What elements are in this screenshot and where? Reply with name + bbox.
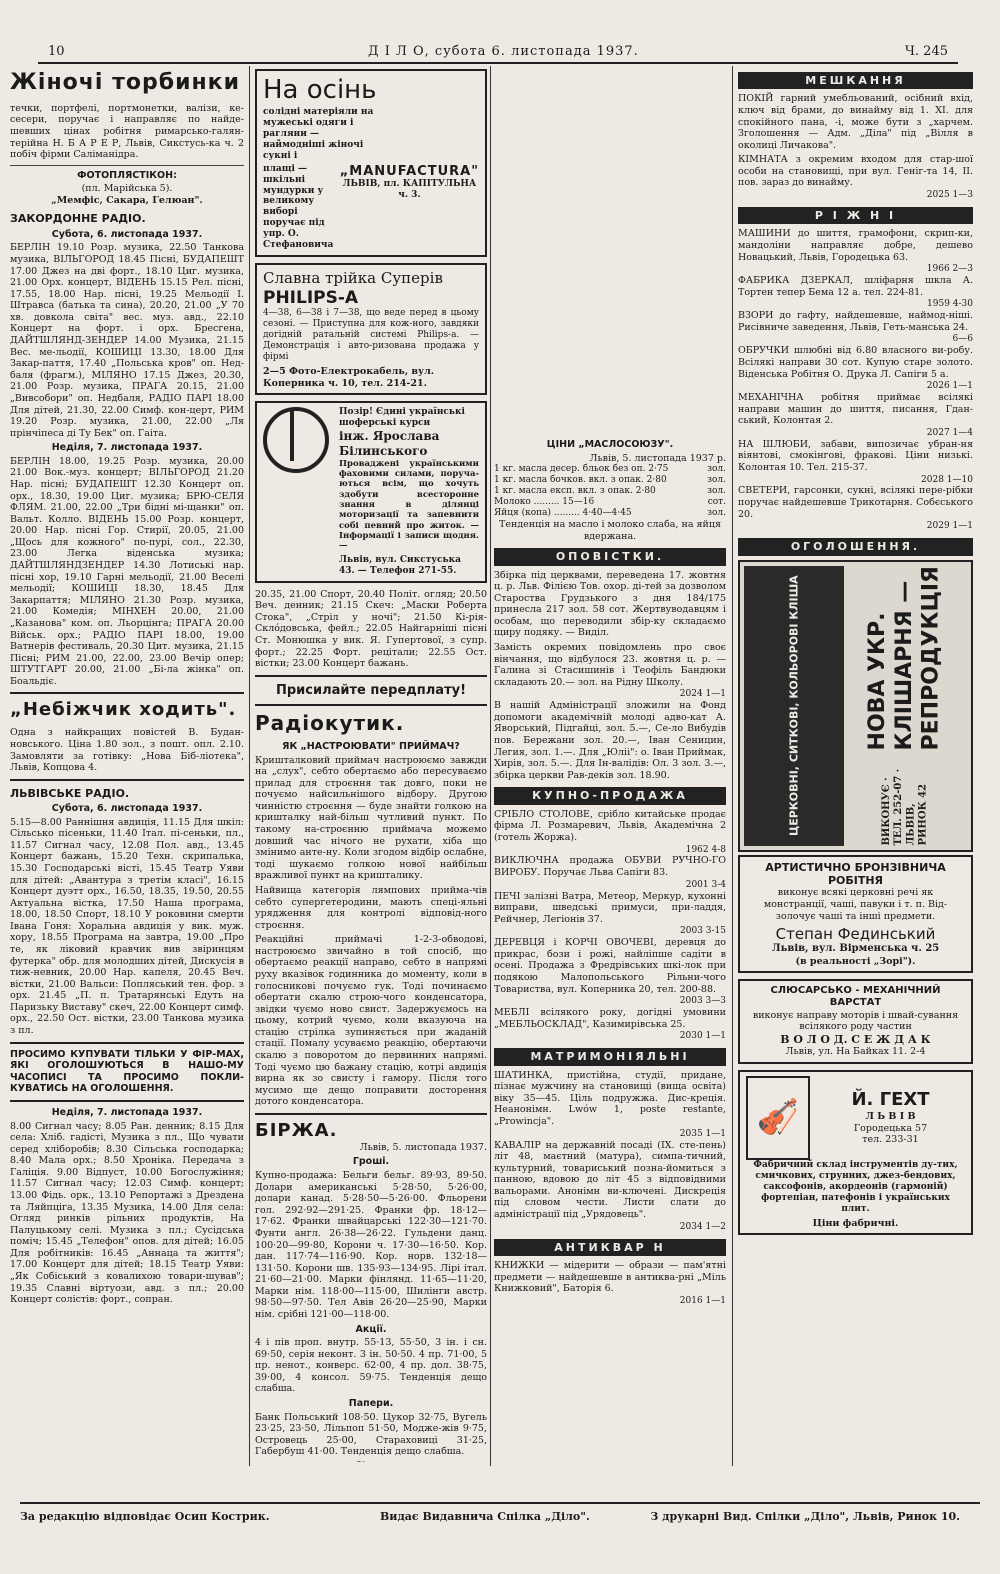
divider xyxy=(10,779,244,781)
product-unit: зол. xyxy=(707,475,726,486)
classified-item: КІМНАТА з окремим входом для стар-шої особи на становищі, при вул. Геніг-та 14, ІІ. пов. зараз до винайму. xyxy=(738,154,973,189)
violin-icon: 🎻 xyxy=(746,1076,810,1160)
radio-corner-p3: Реакційні приймачі 1-2-3-обводові, настроюємо звичайно в той спосіб, що обертаємо реакції направо, себто в напрямі руху вказівок годинника до моменту, коли в голосникові почуємо гук. Тоді починаємо обертати скалю строю-чого конденсатора, звідки чуємо ново свист. Задержуємось на цьому, котрий чуємо, коли вказуюча на стацію стрілка зупиняється при жаданій стації. Помалу усуваємо реакцію, обертаючи скалю з поворотом до первинних напрямі. Тоді чуємо цю бажану стацію, котрі авдиція вирна як зо свисту і гамору. Після того мусимо ще дещо поправити досторення дотого конденсатора. xyxy=(255,934,487,1108)
classified-item: СРІБЛО СТОЛОВЕ, срібло китайське продає фірма Л. Розмаревич, Львів, Академічна 2 (готель Жоржа). xyxy=(494,808,726,843)
bronze-workshop-address: Львів, вул. Вірменська ч. 25 xyxy=(771,943,940,955)
classified-item: МЕХАНІЧНА робітня приймає всілякі направи машин до шиття, писання, Гдан-ський, Колонтая 2. xyxy=(738,392,973,427)
book-ad-text: Одна з найкращих повістей В. Будан-новського. Ціна 1.80 зол., з пошт. опл. 2.10. Замовляти за готівку: „Нова Біб-ліотека", Львів, Копцова 4. xyxy=(10,727,244,774)
ad-reference: 1959 4-30 xyxy=(927,299,973,310)
shopping-notice: ПРОСИМО КУПУВАТИ ТІЛЬКИ У ФІР-МАХ, ЯКІ ОГОЛОШУЮТЬСЯ В НАШО-МУ ЧАСОПИСІ ТА ПРОСИМО ПОКЛИ-КУВАТИСЬ НА ОГОЛОШЕННЯ. xyxy=(10,1048,244,1095)
classified-item: ФАБРИКА ДЗЕРКАЛ, шліфарня шкла А. Тортен тепер Бема 12 а. тел. 224-81. xyxy=(738,275,973,298)
radio-corner-title: Радіокутик. xyxy=(255,710,405,735)
announcement-item: Збірка під церквами, переведена 17. жовтня ц. р. Льв. Філією Тов. охор. ді-тей за дозволом Староства Грудзького з дня 184/175 принесла 217 зол. 58 сот. Жертвуводавцям і особам, що переводили збір-ку складаємо щиру подяку. — Виділ. xyxy=(494,569,726,639)
ad-reference: 1962 4-8 xyxy=(685,844,726,855)
ad-reference: 2034 1—2 xyxy=(679,1221,726,1232)
exchange-grain-heading xyxy=(255,1461,487,1462)
driving-school-text: Проваджені українськими фаховими силами, поруча-ються всім, що хочуть здобути всесторонне знання в ділянці моторизації та запевнити собі певний про житок. — Інформації і записи щодня. — xyxy=(339,458,479,552)
driving-school-name: інж. Ярослава Білинського xyxy=(339,429,440,458)
classified-item: КНИЖКИ — мідерити — образи — пам'ятні предмети — найдешевше в антиква-рні „Міль Книжковий", Баторія 6. xyxy=(494,1259,726,1295)
philips-ad-code: 2—5 xyxy=(263,366,286,378)
ad-reference: 2024 1—1 xyxy=(679,689,726,700)
classified-item: ОБРУЧКИ шлюбні від 6.80 власного ви-робу. Всілякі направи 30 сот. Купую старе золото. Віденська Робітня О. Друка Л. Сапіги 5 а. xyxy=(738,345,973,380)
foreign-radio-saturday-heading: Субота, 6. листопада 1937. xyxy=(51,228,203,240)
ad-reference: 2026 1—1 xyxy=(926,381,973,392)
philips-ad-title: Славна трійка Суперів xyxy=(263,269,443,288)
buy-sell-heading: КУПНО-ПРОДАЖА xyxy=(494,787,726,804)
product-name: Яйця (копа) ......... 4·40—4·45 xyxy=(494,508,632,519)
ad-reference: 2025 1—3 xyxy=(926,190,973,201)
instrument-shop-ad xyxy=(738,1070,973,1235)
apartments-heading: МЕШКАННЯ xyxy=(738,72,973,89)
announcements-heading: ОПОВІСТКИ. xyxy=(494,548,726,565)
manufactura-ad-left: плащі — шкільні мундурки у великому виборі поручає під упр. О. Стефановича xyxy=(263,163,334,251)
instrument-shop-phone: тел. 233-31 xyxy=(862,1134,919,1146)
column-3 xyxy=(494,436,726,1462)
maslosoyuz-title: ЦІНИ „МАСЛОСОЮЗУ". xyxy=(546,439,674,450)
poster-main-text: НОВА УКР. КЛІШАРНЯ — РЕПРОДУКЦІЯ xyxy=(865,565,944,751)
poster-right-panel xyxy=(844,566,967,846)
page-footer xyxy=(20,1502,980,1526)
matrimonial-heading: МАТРИМОНІЯЛЬНІ xyxy=(494,1048,726,1065)
exchange-shares-heading: Акції. xyxy=(355,1323,387,1335)
ad-reference: 2003 3—3 xyxy=(679,996,726,1007)
foreign-radio-sunday-heading: Неділя, 7. листопада 1937. xyxy=(51,442,203,454)
manufactura-brand: „MANUFACTURA" xyxy=(339,163,479,179)
divider xyxy=(255,675,487,677)
classified-item: КАВАЛІР на державній посаді (IX. сте-пень) літ 48, маєтний (матура), симпа-тичний, культурний, товариський позна-йомиться з панною, вдовою до літ 45 з відповідними вальорами. Анонімн ви-ключені. Дискреція під словом чести. Листи слати до адміністрації під „Урядовець". xyxy=(494,1139,726,1221)
foreign-radio-sunday-text: БЕРЛІН 18.00, 19.25 Розр. музика, 20.00 21.00 Вок.-муз. концерт; ВІЛЬГОРОД 21.20 Нар. пісні; БУДАПЕШТ 12.30 Концерт оп. орх., 18.30, 19.00 Циг. музика; БРЮ-СЕЛЯ ФЛЯМ. 21.00, 22.00 „Три бідні мі-щанки" оп. Вальт. Колло. ВІДЕНЬ 15.00 Розр. концерт, 20.00 Нар. пісні Гор. Стирії, 20.05, 21.00 „Щось для кожного" по-пурі, сол., 22.30, 23.00 Легка віденська музика; ДАЙТШЛЯНДЗЕНДЕР 14.30 Лотиські нар. пісні хор, 19.10 Гарні мельодії, 21.00 Веселі мельодії; КОШИЦІ 18.30, 18.45 Для Закарпаття; МІЛЯНО 21.30 Розр. музика, 21.00 Комедія; МІНХЕН 20.00, 21.00 „Казанова" ком. оп. Льорцінга; ПРАГА 20.00 Військ. орх.; РАДІО ПАРІ 18.00, 19.00 Ватнерів фестиваль, 20.30 Цит. музика, 21.15 Пісні; РИМ 21.00, 22.00, 23.00 Вечір опер; ШТУТГАРТ 20.00, 21.00 „Бі-ла жінка" оп. Боальдіє. xyxy=(10,455,244,687)
notices-heading: ОГОЛОШЕННЯ. xyxy=(738,538,973,555)
manufactura-ad xyxy=(255,69,487,257)
bronze-workshop-note: (в реальності „Зорі"). xyxy=(795,955,916,967)
philips-brand: PHILIPS-A xyxy=(263,287,359,308)
table-row xyxy=(494,464,726,475)
engraving-studio-poster xyxy=(738,560,973,852)
instrument-shop-price: Ціни фабричні. xyxy=(812,1217,899,1229)
instrument-shop-address: Городецька 57 xyxy=(853,1122,928,1134)
column-divider xyxy=(249,66,250,1466)
maslosoyuz-date: Львів, 5. листопада 1937 р. xyxy=(589,452,726,464)
radio-corner-p1: Кришталковий приймач настроюємо завжди на „слух", себто обертаємо або пересуваємо прилад для строєння так довго, поки не почуємо найсильнішого відбору. Другою чинністю строєння — буде знайти голкою на кришталку най-більш чутливий пункт. По такому на-строєнню приймача можемо довший час нічого не рухати, хіба що змінимо анте-ну. Коли згодом відбір ослабне, тоді шукаємо голкою нової найбільш вражливої пункт на кришталику. xyxy=(255,754,487,882)
radio-corner-p2: Найвища категорія лямпових прийма-чів себто супергетеродини, мають спеці-яльні урядження для контролі відповід-ного строєння. xyxy=(255,884,487,931)
ad-reference: 2001 3-4 xyxy=(685,879,726,890)
mechanical-workshop-text: виконує направу моторів і швай-сування всілякого роду частин xyxy=(752,1009,959,1033)
manufactura-address: ЛЬВІВ, пл. КАПІТУЛЬНА ч. 3. xyxy=(342,179,477,201)
manufactura-ad-title: На осінь xyxy=(263,75,377,105)
foreign-radio-saturday-text: БЕРЛІН 19.10 Розр. музика, 22.50 Танкова музика, ВІЛЬГОРОД 18.45 Пісні, БУДАПЕШТ 17.00 Джез на дві форт., 18.10 Циг. музика, 21.00 Орх. концерт, ВІДЕНЬ 15.15 Рел. пісні, 17.55, 18.00 Нар. пісні, 19.25 Мельодії І. Штравса (батька та сина), 20.20, 21.00 „У 70 хв. довкола світа" вес. муз. авд., 22.10 Концерт на форт. і орх. Бресгена, ДАЙТШЛЯНД-ЗЕНДЕР 14.00 Музика, 21.15 Вес. ме-льодії, КОШИЦІ 13.30, 18.00 Для Закар-паття, 17.40 „Польська кров" оп. Нед-баля (фрагм.), МІЛЯНО 17.15 Джез, 20.30, 21.00 Розр. музика, ПРАГА 20.15, 21.00 „Вивсобори" оп. Недбаля, РАДІО ПАРІ 18.00 Для дітей, 21.30, 22.00 Симф. кон-церт, РИМ 19.20 Розр. музика, 21.00, 22.00 „Ля прінчіпеса ді Ту Бек" оп. Гаіта. xyxy=(10,242,244,439)
footer-editor: За редакцію відповідає Осип Кострик. xyxy=(20,1510,270,1523)
instrument-shop-name: Й. ГЕХТ xyxy=(851,1089,930,1111)
classified-item: ВИКЛЮЧНА продажа ОБУВИ РУЧНО-ГО ВИРОБУ. Поручає Льва Сапіги 83. xyxy=(494,855,726,879)
ad-reference: 2003 3-15 xyxy=(680,926,726,937)
table-row xyxy=(494,486,726,497)
lviv-radio-saturday-text: 5.15—8.00 Раннішня авдиція, 11.15 Для шкіл: Сільсько пісеньки, 11.40 Італ. пі-сеньки, пл., 11.57 Сигнал часу, 12.08 Пол. авд., 13.45 Концерт бажань, 15.20 Техн. скрипалька, 15.30 Господарські вісті, 15.45 Театр Уяви для дітей: „Авантура з третім класі", 16.15 Концерт дуэтт орх., 16.50, 18.35, 19.50, 20.55 Актуальна вістка, 17.50 Наша програма, 18.00, 18.50 Спорт, 18.10 У роковини смерти Івана Гоня: Хоральна авдиція у вик. муж. хору, 18.55 Програма на завтра, 19.00 „Про те, як ліковий кравчик вив звіринцям футерка" обр. для молодших дітей, Дискусія в тиж-невник, 20.00 Нар. капеля, 20.45 Веч. вістки, 21.00 Вальси: Попляський тен. фор. з орх. 21.45 „П. п. Тратарянські Едуть на Паризьку Виставу" скеч, 22.00 Концерт симф. орх., 22.50 Ост. вістки, 23.00 Танкова музика з пл. xyxy=(10,816,244,1037)
maslosoyuz-note: Тенденція на масло і молоко слаба, на яйця вдержана. xyxy=(499,519,721,542)
steering-wheel-icon xyxy=(263,407,329,473)
exchange-shares-text: 4 і пів проп. внутр. 55·13, 55·50, 3 ін. і сн. 69·50, серія неконт. 3 ін. 50·50. 4 пр. 71·00, 5 пр. ненот., конверс. 62·00, 4 пр. дол. 38·75, 39·00, 4 консол. 59·75. Тенденція дещо слабша. xyxy=(255,1337,487,1395)
antiquarian-heading: АНТИКВАР Н xyxy=(494,1239,726,1256)
exchange-papers-text: Банк Польський 108·50. Цукор 32·75, Вугель 23·25, 23·50, Лільпоп 51·50, Модже-жів 9·75, Островець 25·00, Стараховиці 31·25, Габербуш 41·00. Тенденція дещо слабша. xyxy=(255,1411,487,1458)
product-name: 1 кг. масла бочков. вкл. з опак. 2·80 xyxy=(494,475,667,486)
driving-school-line2: шоферські курси xyxy=(339,418,431,429)
table-row xyxy=(494,475,726,486)
ad-reference: 2030 1—1 xyxy=(679,1031,726,1042)
poster-small-text: ВИКОНУЄ · ТЕЛ. 252-07 · ЛЬВІВ, РИНОК 42 xyxy=(881,768,929,846)
handbags-ad-title: Жіночі торбинки xyxy=(10,70,241,95)
page-header xyxy=(38,40,958,64)
ad-reference: 1966 2—3 xyxy=(926,264,973,275)
fotoplastikon-address: (пл. Марійська 5). xyxy=(81,183,173,195)
divider xyxy=(10,692,244,694)
product-name: 1 кг. масла експ. вкл. з опак. 2·80 xyxy=(494,486,656,497)
footer-printer: З друкарні Вид. Спілки „Діло", Львів, Ринок 10. xyxy=(650,1510,960,1523)
table-row xyxy=(494,508,726,519)
classified-item: ПОКІЙ гарний умебльований, осібний вхід, ключ від брами, до винайму від 1. XI. для спокійного пана, -і, може бути з „харчем. Зголошення — Адм. „Діла" під „Вілля в околиці Личакова". xyxy=(738,93,973,151)
column-2 xyxy=(255,66,487,1462)
divider xyxy=(10,1042,244,1044)
classified-item: НА ШЛЮБИ, забави, випозичає убран-ня віянтові, смокінгові, фракові. Ціни низькі. Колонтая 10. Тел. 215-37. xyxy=(738,438,973,473)
mechanical-workshop-ad xyxy=(738,979,973,1064)
poster-left-panel: ЦЕРКОВНІ, СИТКОВІ, КОЛЬОРОВІ КЛІША xyxy=(744,566,844,846)
exchange-money-heading: Гроші. xyxy=(352,1156,390,1168)
exchange-title: БІРЖА. xyxy=(255,1119,338,1141)
divider xyxy=(10,1100,244,1102)
product-name: Молоко ......... 15—16 xyxy=(494,497,595,508)
ad-reference: 2016 1—1 xyxy=(679,1295,726,1306)
lviv-radio-title: ЛЬВІВСЬКЕ РАДІО. xyxy=(10,786,130,800)
ad-reference: 2-4 xyxy=(910,1046,926,1058)
divider xyxy=(255,1113,487,1115)
classified-item: ВЗОРИ до гафту, найдешевше, наймод-ніші. Рисівниче заведення, Львів, Геть-манська 24. xyxy=(738,310,973,333)
exchange-money-text: Купно-продажа: Бельги бельг. 89·93, 89·50. Долари американські 5·28·50, 5·26·00, долари канад. 5·28·50—5·26·00. Фльорени гол. 292·92—291·25. Франки фр. 18·12—17·62. Франки швайцарські 122·30—121·70. Фунти англ. 26·38—26·22. Гульдени данц. 100·20—99·80, Корони ч. 17·30—16·50. Кор. дан. 117·74—116·90. Кор. норв. 132·18—131·50. Корони шв. 135·93—134·95. Лірі італ. 21·60—21·00. Марки фінлянд. 11·65—11·20, Марки нім. 118·00—115·00, Шилінги австр. 98·50—97·50. Тел Авів 26·20—25·90, Марки нім. срібні 121·00—118·00. xyxy=(255,1170,487,1320)
announcement-item: В нашій Адміністрації зложили на Фонд допомоги академічній молоді адво-кат А. Яворський, Підгайці, зол. 5.—, Се-ло Вибудів пов. Бережани зол. 20.—, Іван Сеницин, Легия, зол. 1.—. Для „Юліі": о. Іван Приймак, Хирів, зол. 5.—. Для Ін-валідів: Ол. 3 зол. 3.—, збірка церкви Рав-деків зол. 18.90. xyxy=(494,700,726,781)
book-ad-title: „Небіжчик ходить". xyxy=(10,699,237,721)
exchange-date: Львів, 5. листопада 1937. xyxy=(359,1141,487,1153)
classified-item: ДЕРЕВЦЯ і КОРЧІ ОВОЧЕВІ, деревця до прикрас, бози і рожі, найліпше садіти в осені. Продажа з Фредрівських шкі-лок при подякою Малопольського Рільни-чого Товариства, вул. Коперника 20, тел. 200-88. xyxy=(494,937,726,995)
bronze-workshop-heading: АРТИСТИЧНО БРОНЗІВНИЧА РОБІТНЯ xyxy=(765,860,946,887)
butter-price-table xyxy=(494,464,726,519)
product-name: 1 кг. масла десер. бльок без оп. 2·75 xyxy=(494,464,669,475)
fotoplastikon-program: „Мемфіс, Сакара, Гелюан". xyxy=(51,194,203,206)
philips-ad xyxy=(255,263,487,395)
ad-reference: 2029 1—1 xyxy=(926,521,973,532)
bronze-workshop-text: виконує всякі церковні речі як монстранції, чаші, павуки і т. п. Від-золочує чаші та інші предмети. xyxy=(763,887,948,922)
bronze-workshop-owner: Степан Фединський xyxy=(775,925,936,944)
product-unit: зол. xyxy=(707,486,726,497)
classified-item: МАШИНИ до шиття, грамофони, скрип-ки, мандоліни направляє добре, дешево Новацький, Львів, Городецька 63. xyxy=(738,228,973,263)
divider xyxy=(10,165,244,166)
divider xyxy=(255,704,487,706)
ad-reference: 2035 1—1 xyxy=(679,1128,726,1139)
issue-number: Ч. 245 xyxy=(904,44,948,59)
ad-reference: 2028 1—10 xyxy=(921,474,973,485)
radio-corner-subtitle: ЯК „НАСТРОЮВАТИ" ПРИЙМАЧ? xyxy=(282,741,460,752)
bronze-workshop-ad xyxy=(738,855,973,974)
page-number: 10 xyxy=(48,44,65,59)
fotoplastikon-title: ФОТОПЛЯСТІКОН: xyxy=(77,169,177,181)
classified-item: МЕБЛІ всілякого року, догідні умовини „МЕБЛЬОСКЛАД", Казимирівська 25. xyxy=(494,1007,726,1030)
mechanical-workshop-address: Львів, ул. На Байках 11. xyxy=(785,1046,908,1058)
driving-school-address: Львів, вул. Сикстуська 43. — Телефон 271-55. xyxy=(339,554,461,576)
ad-reference: 2027 1—4 xyxy=(926,427,973,438)
lviv-radio-sunday-continued: 20.35, 21.00 Спорт, 20.40 Політ. огляд; 20.50 Веч. денник; 21.15 Скеч: „Маски Роберта Стока", „Стріл у ночі"; 21.50 Кі-рія-Скло́довська, фейл.; 22.05 Найгарніші пісні Ст. Монюшка у вик. Я. Гупертової, з супр. форт.; 22.25 Форт. рецітали; 22.55 Ост. вістки; 23.00 Концерт бажань. xyxy=(255,588,487,670)
lviv-radio-sunday-heading: Неділя, 7. листопада 1937. xyxy=(51,1106,203,1118)
philips-ad-address: Фото-Електрокабель, вул. Коперника ч. 10, тел. 214-21. xyxy=(263,366,435,389)
classified-item: ШАТИНКА, пристійна, студії, придане, пізнає мужчину на становищі (вища освіта) віку 35—45. Ціль подружжа. Дис-креція. Неанонімн. Lwów 1, poste restante, „Prowincja". xyxy=(494,1069,726,1127)
manufactura-ad-right: солідні матеріяли на мужеські одяги і рагляни — наймодніші жіночі сукні і xyxy=(263,106,374,161)
foreign-radio-title: ЗАКОРДОННЕ РАДІО. xyxy=(10,212,146,226)
table-row xyxy=(494,497,726,508)
miscellaneous-heading: Р І Ж Н І xyxy=(738,207,973,224)
column-4 xyxy=(738,66,973,1462)
lviv-radio-saturday-heading: Субота, 6. листопада 1937. xyxy=(51,803,203,815)
newspaper-title: Д І Л О, субота 6. листопада 1937. xyxy=(368,44,639,59)
driving-school-ad xyxy=(255,401,487,582)
classified-item: СВЕТЕРИ, гарсонки, сукні, всілякі пере-рібки поручає найдешевше Трикотарня. Собєського 20. xyxy=(738,485,973,520)
product-unit: зол. xyxy=(707,464,726,475)
mechanical-workshop-heading: СЛЮСАРСЬКО - МЕХАНІЧНИЙ ВАРСТАТ xyxy=(770,985,941,1009)
handbags-ad-text: течки, портфелі, портмонетки, валізи, ке-сесери, поручає і направляє по найде-шевших цінах робітня римарсько-галян-терійна Н. Б А Р Е Р, Львів, Сикстусь-ка ч. 2 побіч фірми Саліманідра. xyxy=(10,102,244,161)
product-unit: зол. xyxy=(707,508,726,519)
column-1 xyxy=(10,66,244,1462)
driving-school-line1: Позір! Єдині українські xyxy=(339,407,465,418)
column-divider xyxy=(490,66,491,1466)
footer-publisher: Видає Видавнича Спілка „Діло". xyxy=(380,1510,590,1523)
subscription-call: Присилайте передплату! xyxy=(275,682,467,698)
exchange-papers-heading: Папери. xyxy=(348,1398,394,1410)
announcement-item: Замість окремих повідомлень про своє вінчання, що відбулося 23. жовтня ц. р. — Галина зі Стасишинів і Теофіль Бандюки складають 20.— зол. на Рідну Школу. xyxy=(494,642,726,688)
column-divider xyxy=(732,66,733,1466)
instrument-shop-text: Фабричний склад інструментів ду-тих, смичкових, струнних, джез-бендових, саксофонів, акордеонів (гармоній) фортепіан, патефонів і українських плит. xyxy=(753,1159,958,1214)
ad-reference: 6—6 xyxy=(952,334,973,345)
classified-item: ПЕЧІ залізні Ватра, Метеор, Меркур, кухонні виправи, шведські примуси, при-ладдя, Рейчнер, Легіонів 37. xyxy=(494,890,726,925)
mechanical-workshop-owner: В О Л О Д. С Е Ж Д А К xyxy=(780,1032,931,1046)
instrument-shop-city: Л Ь В І В xyxy=(865,1111,916,1123)
philips-ad-text: 4—38, 6—38 і 7—38, що веде перед в цьому сезоні. — Приступна для кож-ного, завдяки догідній ратальній системі Philips-a. — Демонстрація і авто-ризована продажа у фірмі xyxy=(263,308,479,363)
product-unit: сот. xyxy=(707,497,726,508)
lviv-radio-sunday-text: 8.00 Сигнал часу; 8.05 Ран. денник; 8.15 Для села: Хліб. гадісті, Музика з пл., Що чувати серед хліборобів; 8.30 Сільська господарка; 8.40 Мала орх.; 8.50 Хроніка. Передача з Галіція. 9.00 Відпуст, 10.00 Богослужіння; 11.57 Сигнал часу; 12.03 Симф. концерт; 13.00 Фідь. орк., 13.10 Репортажі з Дрездена та Ляйпціга, 13.35 Музика, 14.00 Для села: Огляд ринків рільних продуктів, На Палуцькому селі. Музика з пл.; Сусідська поміч; 15.45 „Телефон" опов. для дітей; 16.05 Для робітників: 16.45 „Аннаца та життя"; 17.00 Концерт для дітей; 18.15 Театр Уяви: „Як Собіський з ковалихою товари-шував"; 19.35 Славні віртуози, авд. з пл.; 20.00 Концерт солістів: форт., сопран. xyxy=(10,1120,244,1306)
